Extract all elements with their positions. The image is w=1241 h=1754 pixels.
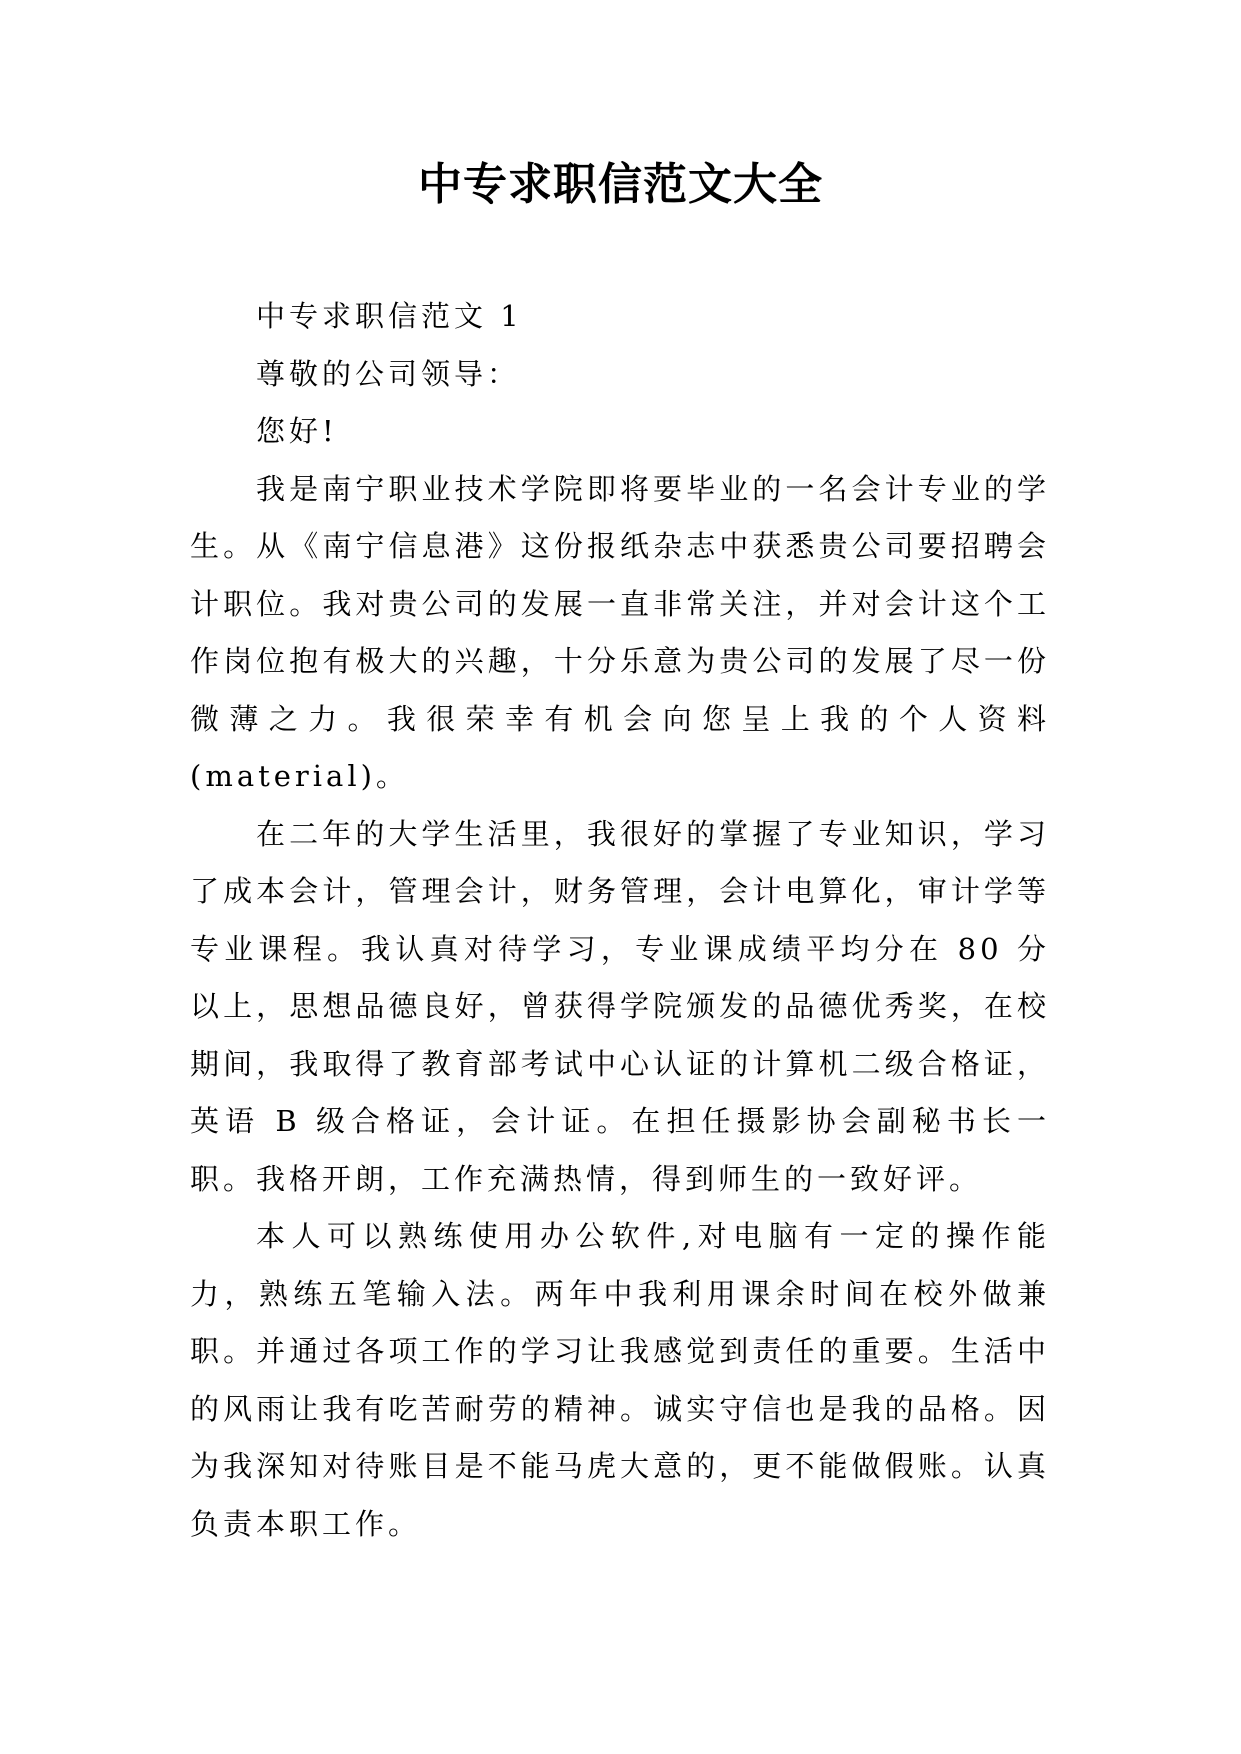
document-body [190,288,1050,1553]
letter-heading: 中专求职信范文 1 [256,299,523,333]
body-paragraph: 本人可以熟练使用办公软件,对电脑有一定的操作能力，熟练五笔输入法。两年中我利用课余时间在校外做兼职。并通过各项工作的学习让我感觉到责任的重要。生活中的风雨让我有吃苦耐劳的精神。诚实守信也是我的品格。因为我深知对待账目是不能马虎大意的，更不能做假账。认真负责本职工作。 [190,1219,1050,1541]
salutation: 尊敬的公司领导： [256,356,521,391]
greeting: 您好! [256,414,338,448]
document-title: 中专求职信范文大全 [418,159,823,210]
body-paragraph: 在二年的大学生活里，我很好的掌握了专业知识，学习了成本会计，管理会计，财务管理，会计电算化，审计学等专业课程。我认真对待学习，专业课成绩平均分在 80 分以上，思想品德良好，曾获得学院颁发的品德优秀奖，在校期间，我取得了教育部考试中心认证的计算机二级合格证，英语 B 级合格证，会计证。在担任摄影协会副秘书长一职。我格开朗，工作充满热情，得到师生的一致好评。 [190,816,1050,1196]
body-paragraph: 我是南宁职业技术学院即将要毕业的一名会计专业的学生。从《南宁信息港》这份报纸杂志中获悉贵公司要招聘会计职位。我对贵公司的发展一直非常关注，并对会计这个工作岗位抱有极大的兴趣，十分乐意为贵公司的发展了尽一份微薄之力。我很荣幸有机会向您呈上我的个人资料(material)。 [190,471,1050,793]
